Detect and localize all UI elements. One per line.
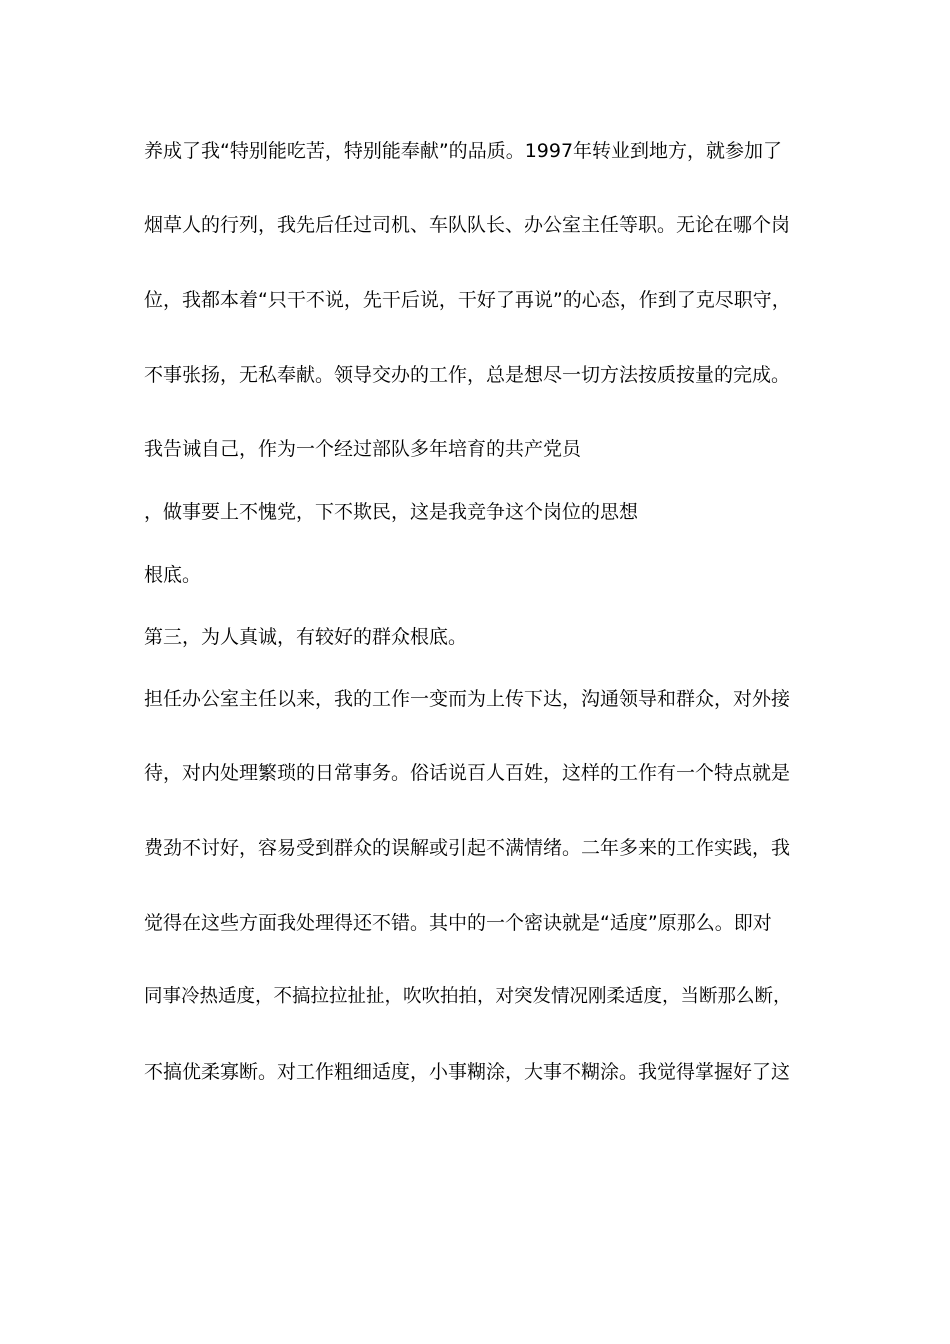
text-line: 费劲不讨好，容易受到群众的误解或引起不满情绪。二年多来的工作实践，我 bbox=[144, 837, 791, 859]
text-line: 根底。 bbox=[144, 564, 202, 586]
section-heading: 第三，为人真诚，有较好的群众根底。 bbox=[144, 626, 468, 648]
text-line: 烟草人的行列，我先后任过司机、车队队长、办公室主任等职。无论在哪个岗 bbox=[144, 214, 791, 236]
text-line: 担任办公室主任以来，我的工作一变而为上传下达，沟通领导和群众，对外接 bbox=[144, 688, 791, 710]
text-line: 养成了我“特别能吃苦，特别能奉献”的品质。1997年转业到地方，就参加了 bbox=[144, 140, 783, 162]
text-line: 位，我都本着“只干不说，先干后说，干好了再说”的心态，作到了克尽职守， bbox=[144, 289, 791, 311]
text-line: 不事张扬，无私奉献。领导交办的工作，总是想尽一切方法按质按量的完成。 bbox=[144, 364, 791, 386]
text-line: 不搞优柔寡断。对工作粗细适度，小事糊涂，大事不糊涂。我觉得掌握好了这 bbox=[144, 1061, 791, 1083]
text-line: 我告诫自己，作为一个经过部队多年培育的共产党员 bbox=[144, 438, 582, 460]
text-line: 待，对内处理繁琐的日常事务。俗话说百人百姓，这样的工作有一个特点就是 bbox=[144, 762, 791, 784]
text-line: 同事冷热适度，不搞拉拉扯扯，吹吹拍拍，对突发情况刚柔适度，当断那么断， bbox=[144, 986, 792, 1007]
text-line: 觉得在这些方面我处理得还不错。其中的一个密诀就是“适度”原那么。即对 bbox=[144, 912, 772, 934]
text-line: ，做事要上不愧党，下不欺民，这是我竞争这个岗位的思想 bbox=[144, 501, 639, 523]
